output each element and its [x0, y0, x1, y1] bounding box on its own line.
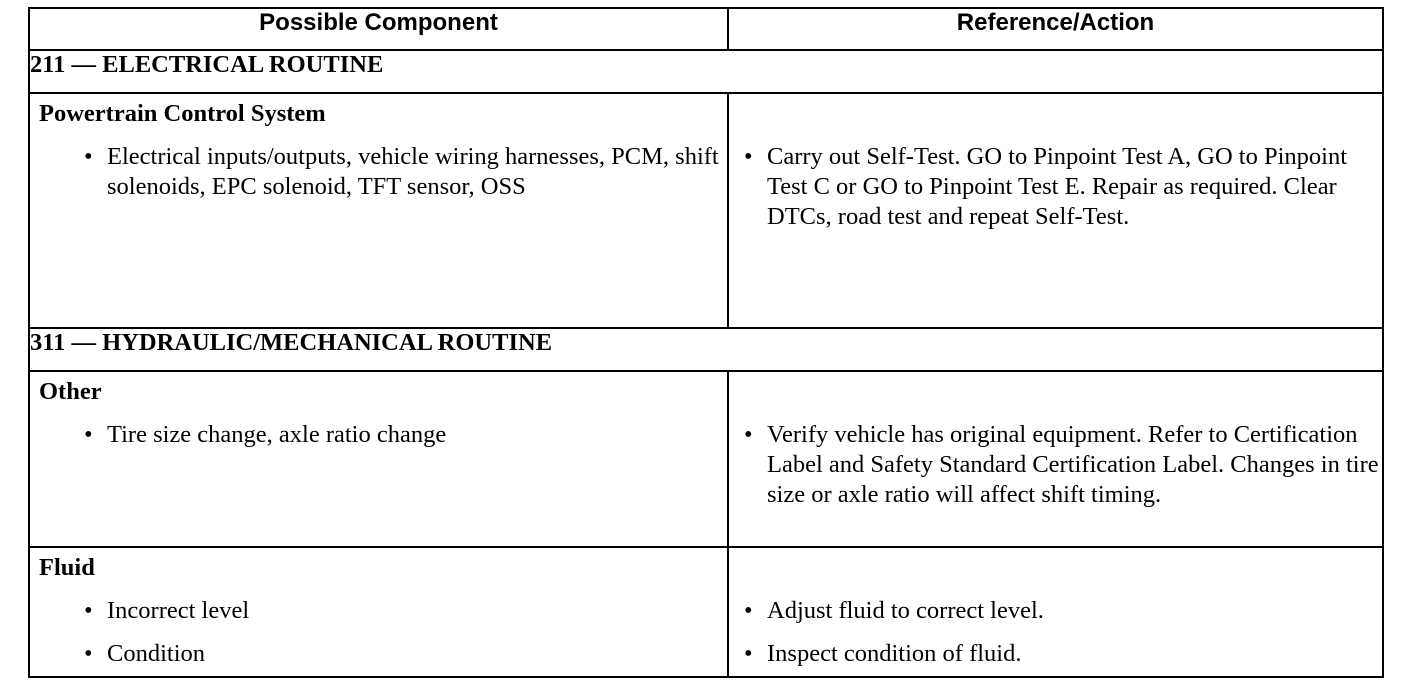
section-row-electrical [29, 50, 1383, 93]
action-item [729, 142, 1382, 232]
component-text: Condition [107, 640, 206, 667]
component-text: Tire size change, axle ratio change [107, 421, 447, 448]
header-row [29, 8, 1383, 50]
group-row-fluid [29, 547, 1383, 677]
bullet-icon: • [744, 597, 753, 624]
action-item [729, 639, 1382, 669]
component-item [30, 639, 727, 669]
component-cell-fluid [29, 547, 728, 677]
component-item [30, 142, 727, 202]
action-item [729, 420, 1382, 510]
section-title-hydraulic: 311 — HYDRAULIC/MECHANICAL ROUTINE [29, 328, 1383, 371]
bullet-icon: • [84, 421, 93, 448]
bullet-icon: • [84, 143, 93, 170]
action-text: Adjust fluid to correct level. [767, 597, 1044, 624]
group-row-other [29, 371, 1383, 547]
action-cell-powertrain [728, 93, 1383, 328]
header-possible-component: Possible Component [29, 8, 728, 50]
action-cell-other [728, 371, 1383, 547]
bullet-icon: • [744, 640, 753, 667]
header-reference-action: Reference/Action [728, 8, 1383, 50]
component-text: Incorrect level [107, 597, 250, 624]
diagnostic-table [28, 7, 1384, 678]
group-title-powertrain: Powertrain Control System [39, 100, 326, 127]
action-text: Verify vehicle has original equipment. Refer to Certification Label and Safety Standard Certification Label. Changes in tire size or axle ratio will affect shift timing. [767, 421, 1379, 508]
bullet-icon: • [84, 640, 93, 667]
component-cell-other [29, 371, 728, 547]
action-text: Carry out Self-Test. GO to Pinpoint Test A, GO to Pinpoint Test C or GO to Pinpoint Test E. Repair as required. Clear DTCs, road test and repeat Self-Test. [767, 143, 1348, 230]
bullet-icon: • [84, 597, 93, 624]
component-text: Electrical inputs/outputs, vehicle wiring harnesses, PCM, shift solenoids, EPC solenoid, TFT sensor, OSS [107, 143, 719, 200]
component-item [30, 420, 727, 450]
group-title-other: Other [39, 378, 102, 405]
section-row-hydraulic [29, 328, 1383, 371]
action-text: Inspect condition of fluid. [767, 640, 1022, 667]
action-item [729, 596, 1382, 626]
action-cell-fluid [728, 547, 1383, 677]
section-title-electrical: 211 — ELECTRICAL ROUTINE [29, 50, 1383, 93]
component-cell-powertrain [29, 93, 728, 328]
group-row-powertrain [29, 93, 1383, 328]
group-title-fluid: Fluid [39, 554, 95, 581]
bullet-icon: • [744, 421, 753, 448]
bullet-icon: • [744, 143, 753, 170]
component-item [30, 596, 727, 626]
